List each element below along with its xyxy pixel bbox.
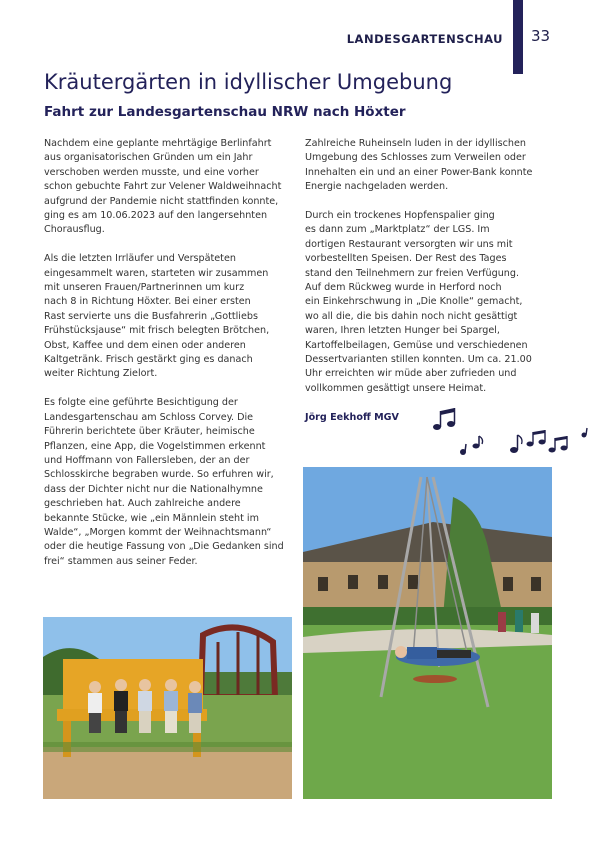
paragraph: Als die letzten Irrläufer und Verspäteten eingesammelt waren, starteten wir zusammen mit unseren Frauen/Partnerinnen um kurz nach 8 in Richtung Höxter. Bei einer ersten Rast servierte uns die Busfahrerin „Gottliebs Frühstücksjause“ mit frisch belegten Brötchen, Obst, Kaffee und dem einen oder anderen Kaltgetränk. Frisch gestärkt ging es danach weiter Richtung Zielort. bbox=[44, 253, 270, 380]
section-label: LANDESGARTENSCHAU bbox=[346, 32, 503, 46]
paragraph: Durch ein trockenes Hopfenspalier ging es dann zum „Marktplatz“ der LGS. Im dortigen Restaurant versorgten wir uns mit vorbestellten Speisen. Der Rest des Tages stand den Teilnehmern zur freien Verfügung. Auf dem Rückweg wurde in Herford noch ein Einkehrschwung in „Die Knolle“ gemacht, wo all die, die bis dahin noch nicht gesättigt waren, Ihren letzten Hunger bei Spargel, Kartoffelbeilagen, Gemüse und verschiedenen Dessertvarianten stillen konnten. Um ca. 21.00 Uhr erreichten wir müde aber zufrieden und vollkommen gesättigt unsere Heimat. bbox=[305, 210, 532, 394]
right-column bbox=[305, 137, 555, 425]
paragraph: Nachdem eine geplante mehrtägige Berlinfahrt aus organisatorischen Gründen um ein Jahr verschoben werden musste, und eine vorher schon gebuchte Fahrt zur Velener Waldweihnacht aufgrund der Pandemie nicht stattfinden konnte, ging es am 10.06.2023 auf den langersehnten Chorausflug. bbox=[44, 138, 282, 236]
paragraph: Es folgte eine geführte Besichtigung der Landesgartenschau am Schloss Corvey. Die Führerin berichtete über Kräuter, heimische Pflanzen, eine App, die Vogelstimmen erkennt und Hoffmann von Fallersleben, der an der Schlosskirche begraben wurde. So erfuhren wir, dass der Dichter nicht nur die Nationalhymne geschrieben hat. Auch zahlreiche andere bekannte Stücke, wie „ein Männlein steht im Walde“, „Morgen kommt der Weihnachtsmann“ oder die heutige Fassung von „Die Gedanken sind frei“ stammen aus seiner Feder. bbox=[44, 397, 284, 567]
left-column bbox=[44, 137, 292, 584]
article-subtitle: Fahrt zur Landesgartenschau NRW nach Höxter bbox=[44, 104, 406, 120]
music-notes-icon bbox=[428, 402, 595, 464]
page-tab-bar bbox=[513, 0, 523, 74]
group-on-giant-bench-photo bbox=[43, 617, 292, 799]
person-in-hammock-swing-photo bbox=[303, 467, 552, 799]
article-title: Kräutergärten in idyllischer Umgebung bbox=[44, 70, 453, 94]
author-signature: Jörg Eekhoff MGV bbox=[305, 411, 399, 423]
page-number: 33 bbox=[531, 27, 551, 45]
paragraph: Zahlreiche Ruheinseln luden in der idyllischen Umgebung des Schlosses zum Verweilen oder Innehalten ein und an einer Power-Bank konnte Energie nachgeladen werden. bbox=[305, 138, 533, 193]
